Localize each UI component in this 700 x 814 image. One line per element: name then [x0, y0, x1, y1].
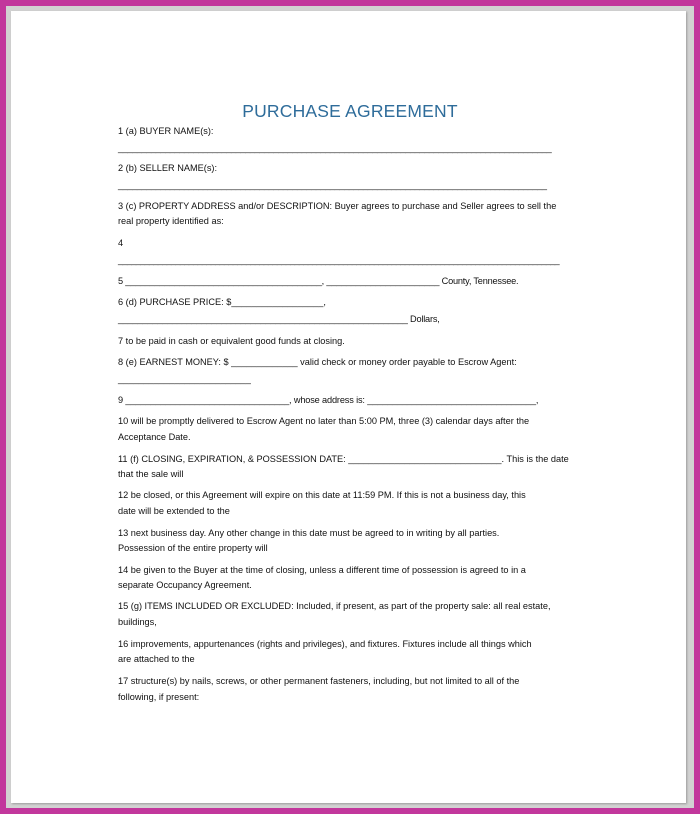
- document-line: 12 be closed, or this Agreement will expire on this date at 11:59 PM. If this is not a business day, this: [118, 490, 526, 500]
- document-line: 11 (f) CLOSING, EXPIRATION, & POSSESSION DATE: ______________________________. This is the date: [118, 454, 569, 464]
- document-line: ___________________________________________________________ Dollars,: [118, 314, 440, 324]
- document-line: 5 ________________________________________, _______________________ County, Tennessee.: [118, 276, 519, 286]
- document-line: 7 to be paid in cash or equivalent good funds at closing.: [118, 336, 345, 346]
- document-line: are attached to the: [118, 654, 195, 664]
- document-line: buildings,: [118, 617, 157, 627]
- document-line: 15 (g) ITEMS INCLUDED OR EXCLUDED: Included, if present, as part of the property sale: all real estate,: [118, 601, 551, 611]
- document-line: Possession of the entire property will: [118, 543, 268, 553]
- document-line: separate Occupancy Agreement.: [118, 580, 252, 590]
- document-line: 2 (b) SELLER NAME(s):: [118, 163, 218, 173]
- document-line: 16 improvements, appurtenances (rights and privileges), and fixtures. Fixtures include all things which: [118, 639, 532, 649]
- document-title: PURCHASE AGREEMENT: [242, 101, 458, 121]
- document-line: that the sale will: [118, 469, 184, 479]
- document-line: 9 _________________________________, whose address is: __________________________________,: [118, 395, 539, 405]
- document-line: 14 be given to the Buyer at the time of closing, unless a different time of possession is agreed to in a: [118, 565, 526, 575]
- document-line: 4: [118, 238, 124, 248]
- document-line: following, if present:: [118, 692, 200, 702]
- document-line: 3 (c) PROPERTY ADDRESS and/or DESCRIPTION: Buyer agrees to purchase and Seller agrees to sell the: [118, 201, 557, 211]
- document-line: 1 (a) BUYER NAME(s):: [118, 126, 214, 136]
- document-line: date will be extended to the: [118, 506, 230, 516]
- document-line: 17 structure(s) by nails, screws, or other permanent fasteners, including, but not limited to all of the: [118, 676, 520, 686]
- document-line: 10 will be promptly delivered to Escrow Agent no later than 5:00 PM, three (3) calendar days after the: [118, 416, 530, 426]
- document-line: ___________________________________________________________________________________________: [118, 180, 547, 190]
- document-line: __________________________: [118, 374, 251, 384]
- document-line: Acceptance Date.: [118, 432, 191, 442]
- document-line: real property identified as:: [118, 216, 224, 226]
- document-line: ____________________________________________________________________________________________: [118, 143, 552, 153]
- document-line: 6 (d) PURCHASE PRICE: $__________________,: [118, 297, 326, 307]
- document-line: 8 (e) EARNEST MONEY: $ _____________ valid check or money order payable to Escrow Agent:: [118, 357, 517, 367]
- document-line: 13 next business day. Any other change in this date must be agreed to in writing by all parties.: [118, 528, 500, 538]
- document-line: ____________________________________________________________________________________________________: [118, 255, 559, 265]
